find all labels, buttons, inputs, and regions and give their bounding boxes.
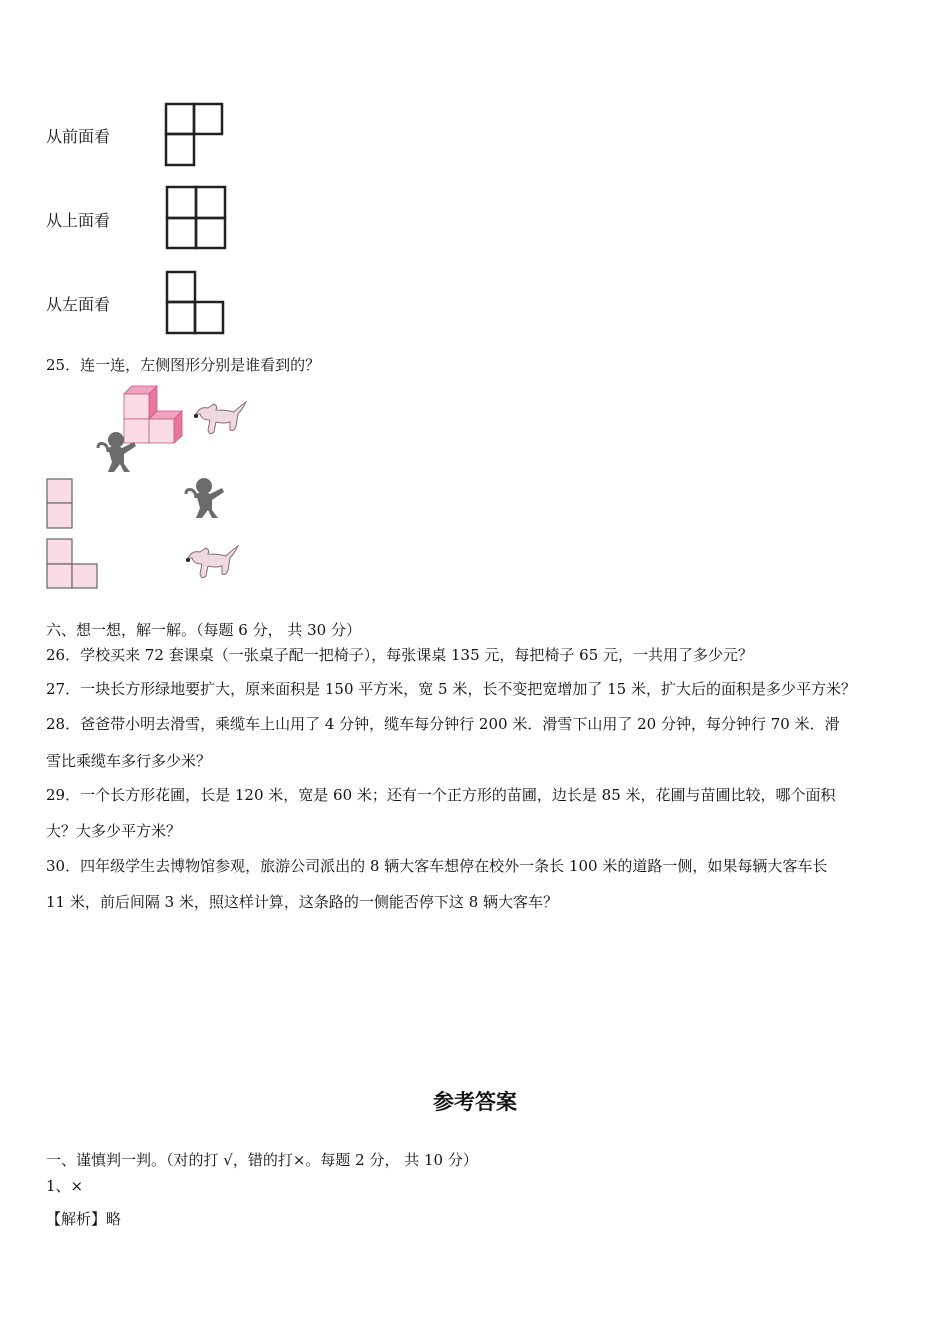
- answer-1: 1、×: [46, 1177, 84, 1195]
- dog-icon: [190, 400, 248, 442]
- l-shape-squares-figure: [46, 538, 100, 590]
- front-view-figure: [165, 103, 225, 167]
- dog-icon: [182, 544, 240, 586]
- left-view-figure: [166, 271, 226, 335]
- question-25: 25．连一连，左侧图形分别是谁看到的？: [46, 356, 321, 374]
- two-stacked-squares-figure: [46, 478, 74, 530]
- question-27: 27．一块长方形绿地要扩大，原来面积是 150 平方米，宽 5 米，长不变把宽增加了 15 米，扩大后的面积是多少平方米？: [46, 680, 856, 698]
- question-28-line1: 28．爸爸带小明去滑雪，乘缆车上山用了 4 分钟，缆车每分钟行 200 米．滑雪下山用了 20 分钟，每分钟行 70 米．滑: [46, 715, 840, 733]
- monkey-icon: [94, 430, 138, 474]
- view-label-front: 从前面看: [46, 127, 111, 146]
- answer-1-analysis: 【解析】略: [46, 1210, 122, 1228]
- question-28-line2: 雪比乘缆车多行多少米？: [46, 752, 212, 770]
- view-label-left: 从左面看: [46, 295, 111, 314]
- section-6-heading: 六、想一想，解一解。（每题 6 分， 共 30 分）: [46, 621, 361, 639]
- question-30-line1: 30．四年级学生去博物馆参观，旅游公司派出的 8 辆大客车想停在校外一条长 100 米的道路一侧，如果每辆大客车长: [46, 857, 828, 875]
- view-label-top: 从上面看: [46, 211, 111, 230]
- question-29-line2: 大？大多少平方米？: [46, 822, 182, 840]
- question-26: 26．学校买来 72 套课桌（一张桌子配一把椅子），每张课桌 135 元，每把椅子 65 元，一共用了多少元？: [46, 646, 754, 664]
- answers-title: 参考答案: [433, 1090, 517, 1114]
- answers-section-1-heading: 一、谨慎判一判。（对的打 √，错的打×。每题 2 分， 共 10 分）: [46, 1151, 478, 1169]
- monkey-icon: [182, 476, 226, 520]
- question-29-line1: 29．一个长方形花圃，长是 120 米，宽是 60 米；还有一个正方形的苗圃，边长是 85 米，花圃与苗圃比较，哪个面积: [46, 786, 836, 804]
- top-view-figure: [166, 186, 228, 250]
- question-30-line2: 11 米，前后间隔 3 米，照这样计算，这条路的一侧能否停下这 8 辆大客车？: [46, 893, 559, 911]
